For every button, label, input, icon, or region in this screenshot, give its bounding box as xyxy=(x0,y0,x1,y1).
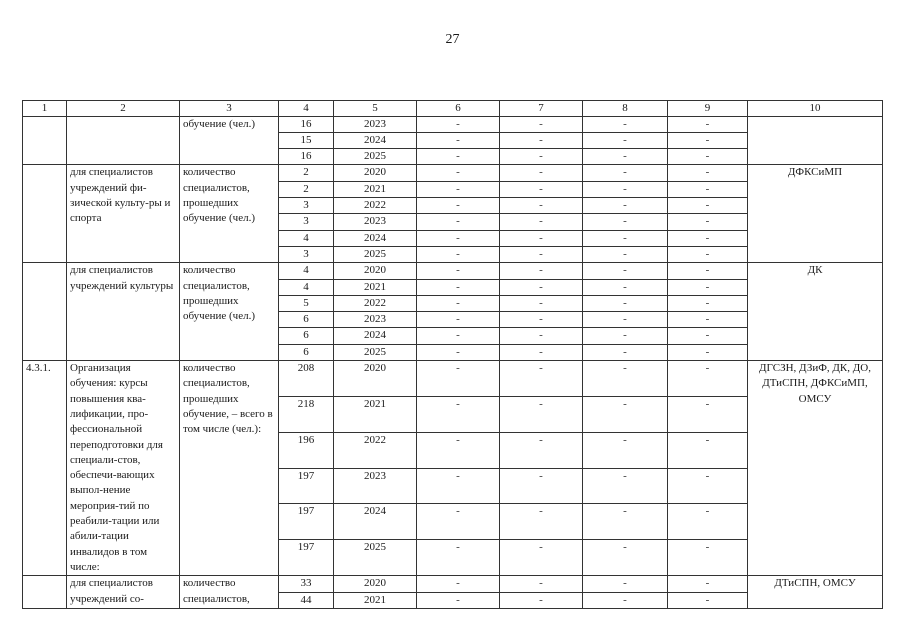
indicator-value-cell: 16 xyxy=(279,116,334,132)
year-cell: 2024 xyxy=(334,328,417,344)
item-code-cell: 4.3.1. xyxy=(23,361,67,576)
responsible-cell: ДФКСиМП xyxy=(748,165,883,263)
table-row xyxy=(23,361,883,397)
empty-value-cell: - xyxy=(668,149,748,165)
empty-value-cell: - xyxy=(417,198,500,214)
empty-value-cell: - xyxy=(500,576,583,592)
empty-value-cell: - xyxy=(668,263,748,279)
year-cell: 2021 xyxy=(334,279,417,295)
year-cell: 2025 xyxy=(334,246,417,262)
empty-value-cell: - xyxy=(500,468,583,504)
indicator-value-cell: 197 xyxy=(279,468,334,504)
empty-value-cell: - xyxy=(668,165,748,181)
year-cell: 2024 xyxy=(334,504,417,540)
empty-value-cell: - xyxy=(417,116,500,132)
indicator-cell: количество специалистов, xyxy=(180,576,279,609)
empty-value-cell: - xyxy=(583,344,668,360)
empty-value-cell: - xyxy=(583,214,668,230)
empty-value-cell: - xyxy=(583,361,668,397)
indicator-value-cell: 197 xyxy=(279,504,334,540)
empty-value-cell: - xyxy=(417,540,500,576)
empty-value-cell: - xyxy=(417,214,500,230)
empty-value-cell: - xyxy=(668,116,748,132)
empty-value-cell: - xyxy=(417,246,500,262)
empty-value-cell: - xyxy=(668,504,748,540)
empty-value-cell: - xyxy=(668,396,748,432)
year-cell: 2024 xyxy=(334,132,417,148)
empty-value-cell: - xyxy=(417,396,500,432)
empty-value-cell: - xyxy=(417,328,500,344)
responsible-cell xyxy=(748,116,883,165)
empty-value-cell: - xyxy=(668,279,748,295)
page-number: 27 xyxy=(445,32,460,47)
year-cell: 2022 xyxy=(334,198,417,214)
year-cell: 2022 xyxy=(334,295,417,311)
table-row xyxy=(23,116,883,132)
empty-value-cell: - xyxy=(583,295,668,311)
year-cell: 2025 xyxy=(334,149,417,165)
measure-name-cell: для специалистов учреждений со- xyxy=(67,576,180,609)
indicator-value-cell: 4 xyxy=(279,279,334,295)
column-header: 6 xyxy=(417,101,500,117)
empty-value-cell: - xyxy=(583,263,668,279)
empty-value-cell: - xyxy=(668,432,748,468)
indicator-value-cell: 2 xyxy=(279,165,334,181)
item-code-cell xyxy=(23,116,67,165)
empty-value-cell: - xyxy=(668,181,748,197)
indicator-value-cell: 4 xyxy=(279,230,334,246)
empty-value-cell: - xyxy=(583,432,668,468)
empty-value-cell: - xyxy=(417,592,500,608)
year-cell: 2021 xyxy=(334,181,417,197)
header-row xyxy=(23,101,883,117)
column-header: 4 xyxy=(279,101,334,117)
indicator-value-cell: 44 xyxy=(279,592,334,608)
item-code-cell xyxy=(23,263,67,361)
responsible-cell: ДГСЗН, ДЗиФ, ДК, ДО, ДТиСПН, ДФКСиМП, ОМСУ xyxy=(748,361,883,576)
empty-value-cell: - xyxy=(668,295,748,311)
indicator-value-cell: 218 xyxy=(279,396,334,432)
empty-value-cell: - xyxy=(417,432,500,468)
empty-value-cell: - xyxy=(500,540,583,576)
empty-value-cell: - xyxy=(500,432,583,468)
year-cell: 2023 xyxy=(334,214,417,230)
empty-value-cell: - xyxy=(583,592,668,608)
empty-value-cell: - xyxy=(583,576,668,592)
empty-value-cell: - xyxy=(417,279,500,295)
indicator-value-cell: 3 xyxy=(279,198,334,214)
empty-value-cell: - xyxy=(417,312,500,328)
empty-value-cell: - xyxy=(583,149,668,165)
empty-value-cell: - xyxy=(668,230,748,246)
empty-value-cell: - xyxy=(583,246,668,262)
empty-value-cell: - xyxy=(583,279,668,295)
measure-name-cell xyxy=(67,116,180,165)
indicator-cell: количество специалистов, прошедших обучение, – всего в том числе (чел.): xyxy=(180,361,279,576)
year-cell: 2021 xyxy=(334,396,417,432)
empty-value-cell: - xyxy=(500,263,583,279)
empty-value-cell: - xyxy=(500,230,583,246)
column-header: 1 xyxy=(23,101,67,117)
empty-value-cell: - xyxy=(583,132,668,148)
responsible-cell: ДК xyxy=(748,263,883,361)
year-cell: 2021 xyxy=(334,592,417,608)
year-cell: 2020 xyxy=(334,263,417,279)
measure-name-cell: для специалистов учреждений фи-зической культу-ры и спорта xyxy=(67,165,180,263)
empty-value-cell: - xyxy=(500,361,583,397)
empty-value-cell: - xyxy=(500,116,583,132)
table-row xyxy=(23,165,883,181)
indicator-value-cell: 6 xyxy=(279,344,334,360)
indicator-cell: количество специалистов, прошедших обучение (чел.) xyxy=(180,165,279,263)
empty-value-cell: - xyxy=(500,328,583,344)
responsible-cell: ДТиСПН, ОМСУ xyxy=(748,576,883,609)
column-header: 5 xyxy=(334,101,417,117)
indicator-cell: количество специалистов, прошедших обучение (чел.) xyxy=(180,263,279,361)
empty-value-cell: - xyxy=(417,181,500,197)
year-cell: 2023 xyxy=(334,116,417,132)
empty-value-cell: - xyxy=(500,198,583,214)
item-code-cell xyxy=(23,165,67,263)
table-row xyxy=(23,576,883,592)
column-header: 2 xyxy=(67,101,180,117)
indicator-value-cell: 33 xyxy=(279,576,334,592)
empty-value-cell: - xyxy=(500,344,583,360)
empty-value-cell: - xyxy=(417,576,500,592)
empty-value-cell: - xyxy=(417,361,500,397)
empty-value-cell: - xyxy=(668,246,748,262)
indicator-value-cell: 4 xyxy=(279,263,334,279)
table-body xyxy=(23,116,883,608)
empty-value-cell: - xyxy=(668,214,748,230)
indicator-value-cell: 197 xyxy=(279,540,334,576)
empty-value-cell: - xyxy=(668,592,748,608)
empty-value-cell: - xyxy=(668,198,748,214)
empty-value-cell: - xyxy=(668,344,748,360)
indicator-value-cell: 2 xyxy=(279,181,334,197)
measure-name-cell: Организация обучения: курсы повышения ква-лификации, про-фессиональной переподготовки для специали-стов, обеспечи-вающих выпол-нение мероприя-тий по реабили-тации или абили-тации инвалидов в том числе: xyxy=(67,361,180,576)
indicator-value-cell: 5 xyxy=(279,295,334,311)
indicator-value-cell: 6 xyxy=(279,312,334,328)
empty-value-cell: - xyxy=(500,246,583,262)
empty-value-cell: - xyxy=(500,504,583,540)
year-cell: 2024 xyxy=(334,230,417,246)
empty-value-cell: - xyxy=(417,344,500,360)
indicator-cell: обучение (чел.) xyxy=(180,116,279,165)
indicator-value-cell: 196 xyxy=(279,432,334,468)
empty-value-cell: - xyxy=(500,149,583,165)
column-header: 3 xyxy=(180,101,279,117)
empty-value-cell: - xyxy=(417,504,500,540)
indicator-value-cell: 3 xyxy=(279,214,334,230)
year-cell: 2025 xyxy=(334,540,417,576)
empty-value-cell: - xyxy=(417,149,500,165)
empty-value-cell: - xyxy=(500,165,583,181)
column-header: 9 xyxy=(668,101,748,117)
year-cell: 2023 xyxy=(334,468,417,504)
empty-value-cell: - xyxy=(417,132,500,148)
empty-value-cell: - xyxy=(583,116,668,132)
empty-value-cell: - xyxy=(668,328,748,344)
empty-value-cell: - xyxy=(583,181,668,197)
column-header: 10 xyxy=(748,101,883,117)
empty-value-cell: - xyxy=(583,165,668,181)
indicator-value-cell: 16 xyxy=(279,149,334,165)
empty-value-cell: - xyxy=(417,165,500,181)
measures-table xyxy=(22,100,883,609)
year-cell: 2020 xyxy=(334,165,417,181)
empty-value-cell: - xyxy=(668,540,748,576)
year-cell: 2020 xyxy=(334,576,417,592)
empty-value-cell: - xyxy=(417,468,500,504)
empty-value-cell: - xyxy=(668,468,748,504)
empty-value-cell: - xyxy=(668,361,748,397)
indicator-value-cell: 208 xyxy=(279,361,334,397)
indicator-value-cell: 15 xyxy=(279,132,334,148)
empty-value-cell: - xyxy=(668,576,748,592)
measure-name-cell: для специалистов учреждений культуры xyxy=(67,263,180,361)
column-header: 7 xyxy=(500,101,583,117)
empty-value-cell: - xyxy=(500,396,583,432)
empty-value-cell: - xyxy=(583,396,668,432)
empty-value-cell: - xyxy=(583,540,668,576)
year-cell: 2025 xyxy=(334,344,417,360)
empty-value-cell: - xyxy=(500,132,583,148)
empty-value-cell: - xyxy=(668,132,748,148)
empty-value-cell: - xyxy=(583,504,668,540)
empty-value-cell: - xyxy=(500,592,583,608)
empty-value-cell: - xyxy=(500,312,583,328)
column-header: 8 xyxy=(583,101,668,117)
item-code-cell xyxy=(23,576,67,609)
empty-value-cell: - xyxy=(583,230,668,246)
empty-value-cell: - xyxy=(500,181,583,197)
empty-value-cell: - xyxy=(583,198,668,214)
indicator-value-cell: 3 xyxy=(279,246,334,262)
empty-value-cell: - xyxy=(668,312,748,328)
empty-value-cell: - xyxy=(417,230,500,246)
empty-value-cell: - xyxy=(583,312,668,328)
indicator-value-cell: 6 xyxy=(279,328,334,344)
table-row xyxy=(23,263,883,279)
year-cell: 2020 xyxy=(334,361,417,397)
empty-value-cell: - xyxy=(500,295,583,311)
empty-value-cell: - xyxy=(417,295,500,311)
empty-value-cell: - xyxy=(417,263,500,279)
empty-value-cell: - xyxy=(583,328,668,344)
empty-value-cell: - xyxy=(500,214,583,230)
empty-value-cell: - xyxy=(583,468,668,504)
year-cell: 2022 xyxy=(334,432,417,468)
year-cell: 2023 xyxy=(334,312,417,328)
empty-value-cell: - xyxy=(500,279,583,295)
